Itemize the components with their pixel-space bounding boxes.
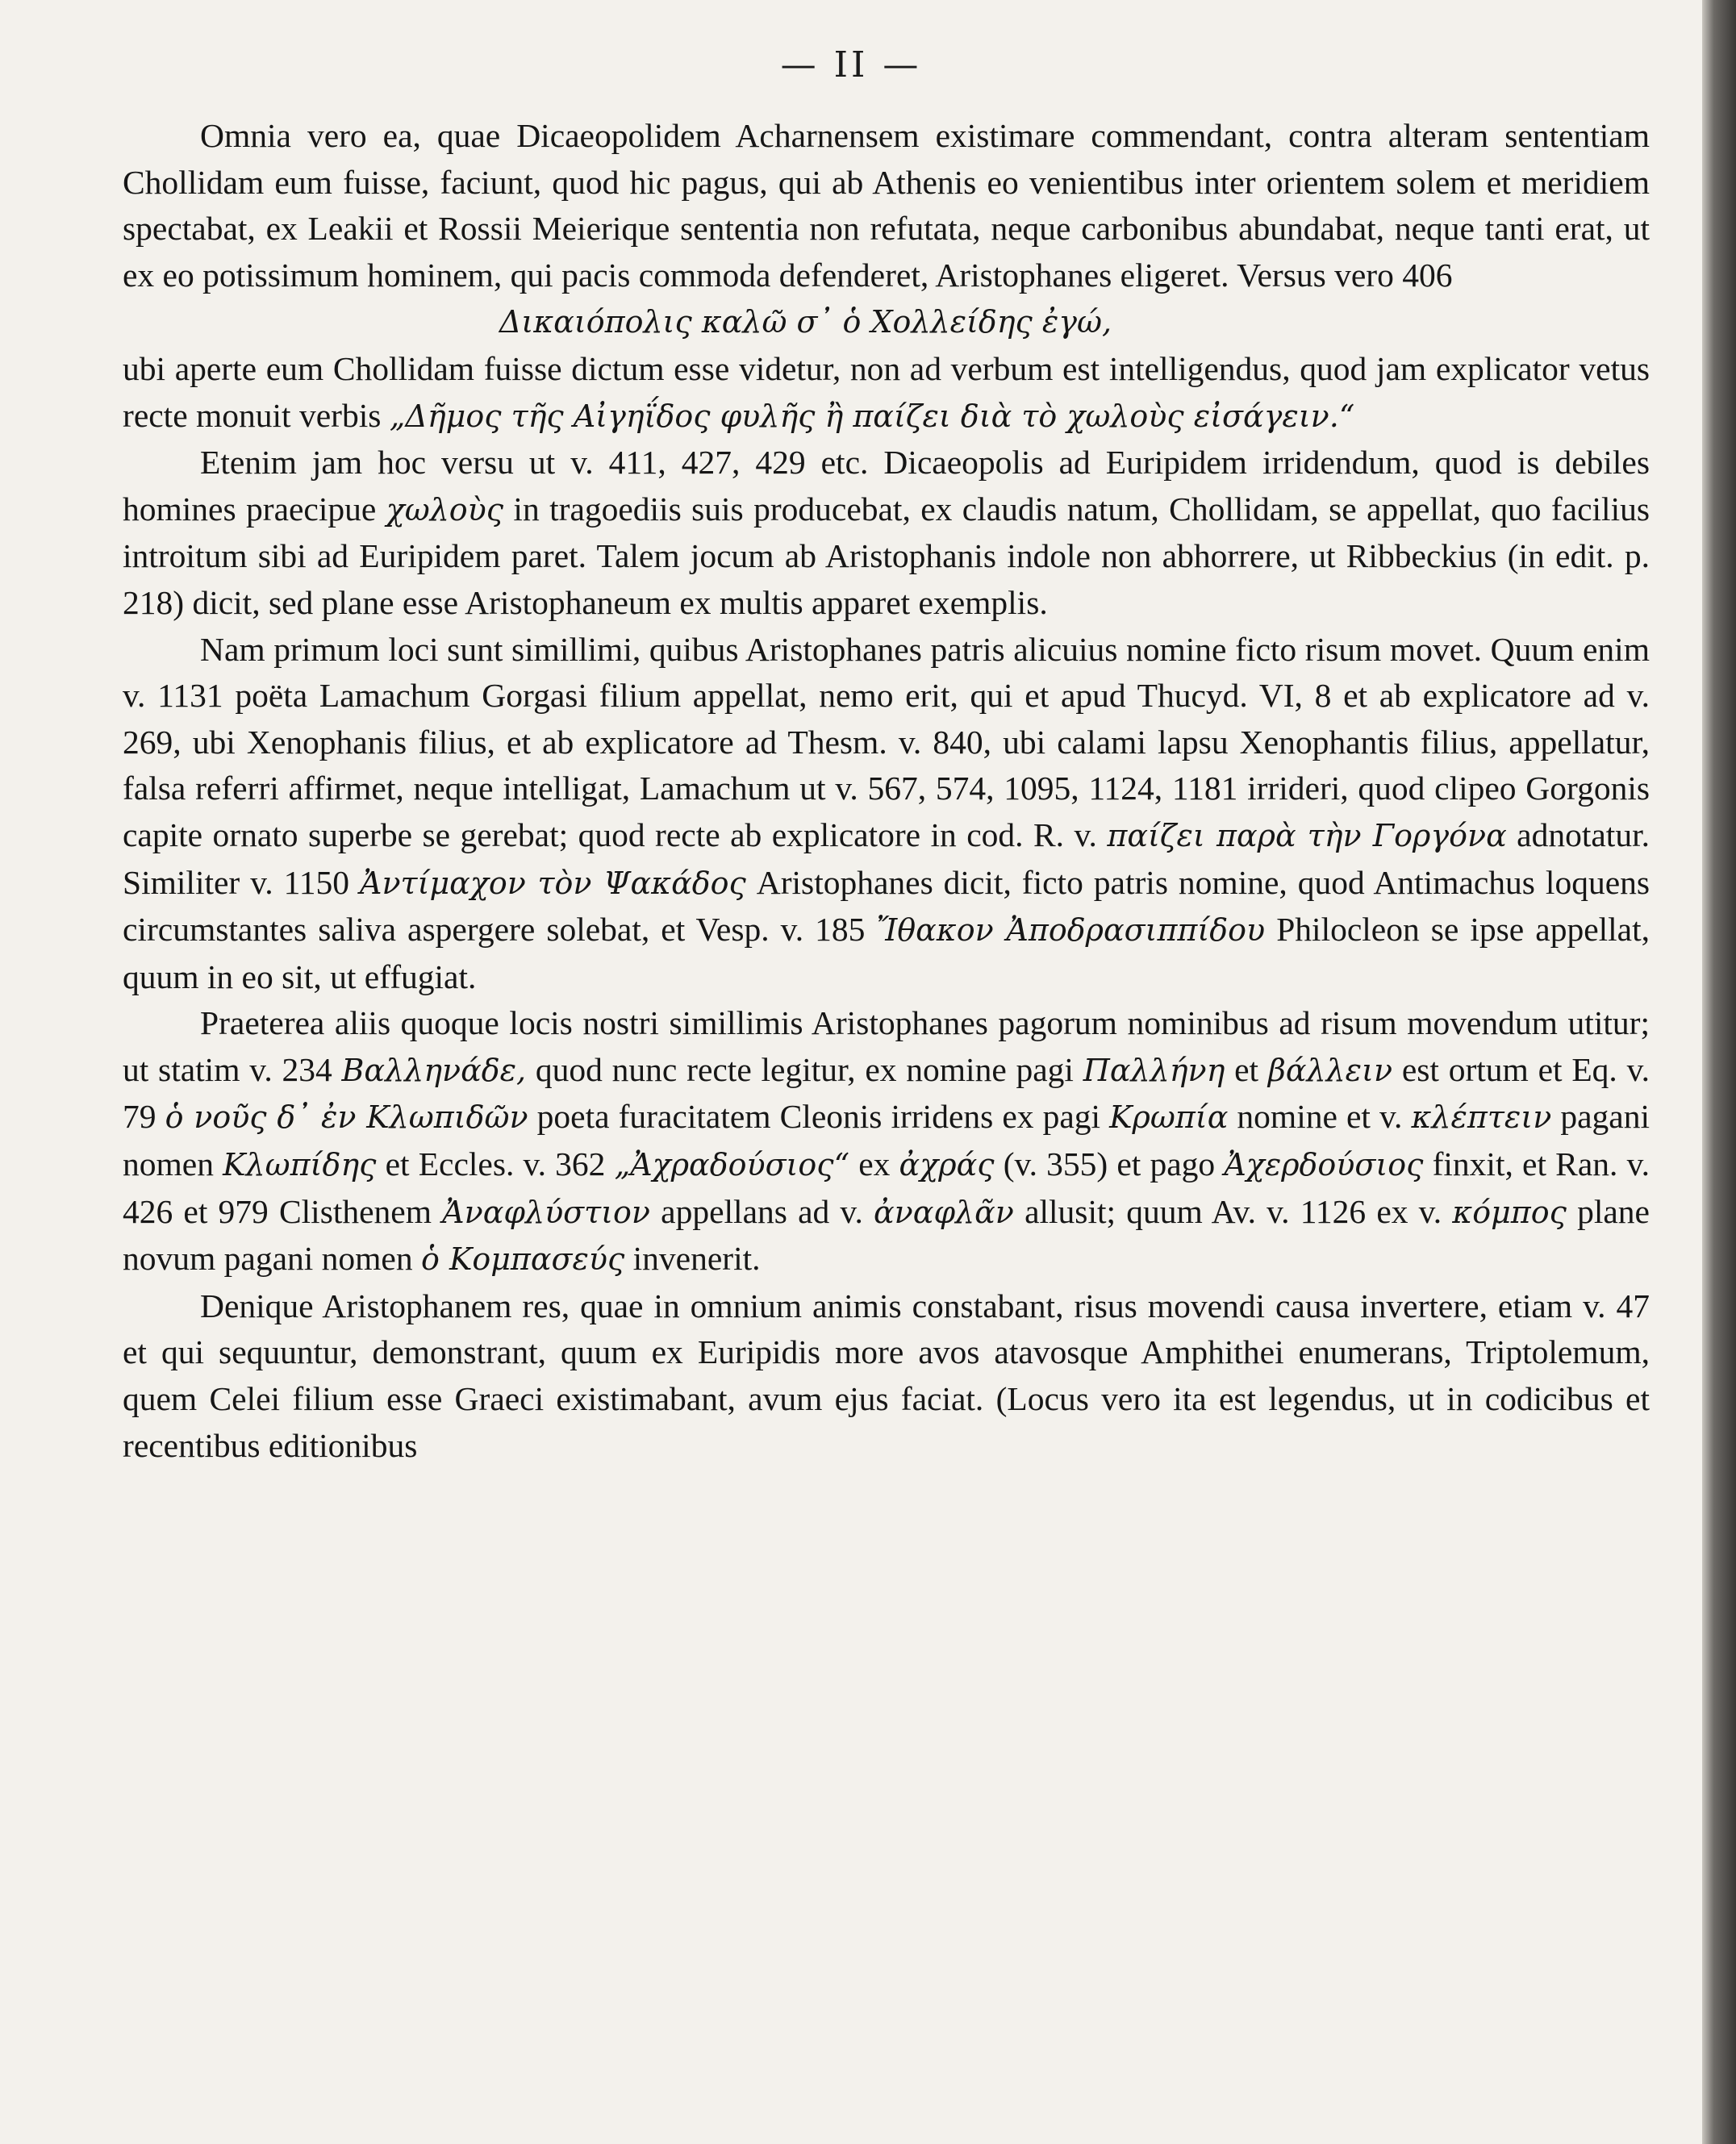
paragraph-4-text-c: Aristophanes dicit, ficto patris nomine, quod Antimachus loquens circumstantes saliva aspergere solebat, et Vesp. v. 185	[123, 863, 1650, 949]
paragraph-5-text: (v. 355) et pago	[994, 1145, 1225, 1183]
paragraph-4-greek-3: Ἴθακον Ἀποδρασιππίδου	[876, 912, 1266, 949]
paragraph-5-text: finxit, et Ran. v. 426 et 979 Clisthenem	[123, 1145, 1650, 1230]
paragraph-2-greek: „Δῆμος τῆς Αἰγηΐδος φυλῆς ἢ παίζει διὰ τὸ χωλοὺς εἰσάγειν.“	[389, 398, 1355, 434]
paragraph-5-greek: Κλωπίδης	[223, 1147, 377, 1183]
paragraph-2	[123, 346, 1650, 440]
paragraph-5-greek: βάλλειν	[1267, 1052, 1393, 1088]
paragraph-5-greek: κλέπτειν	[1411, 1099, 1552, 1136]
paragraph-5-greek: Ἀναφλύστιον	[442, 1194, 651, 1230]
paragraph-5-text: pagani nomen	[123, 1098, 1650, 1183]
paragraph-4	[123, 627, 1650, 1001]
paragraph-5-text: quod nunc recte legitur, ex nomine pagi	[526, 1050, 1083, 1088]
paragraph-4-text-b: adnotatur. Similiter v. 1150	[123, 815, 1650, 901]
paragraph-5-greek: ἀναφλᾶν	[874, 1194, 1014, 1230]
paragraph-5-greek: Παλλήνη	[1083, 1052, 1225, 1088]
paragraph-1: Omnia vero ea, quae Dicaeopolidem Acharnensem existimare commendant, contra alteram sententiam Chollidam eum fuisse, faciunt, quod hic pagus, qui ab Athenis eo venientibus inter orientem solem et meridiem spectabat, ex Leakii et Rossii Meierique sententia non refutata, neque carbonibus abundabat, neque tanti erat, ut ex eo potissimum hominem, qui pacis commoda defenderet, Aristophanes eligeret. Versus vero 406	[123, 117, 1650, 294]
paragraph-5-greek: ἀχράς	[899, 1147, 995, 1183]
page-edge-shadow	[1702, 0, 1736, 2144]
paragraph-3	[123, 440, 1650, 626]
paragraph-5-text: nomine et v.	[1228, 1098, 1412, 1136]
verse-greek: Δικαιόπολις καλῶ σ᾽ ὁ Χολλείδης ἐγώ,	[499, 304, 1112, 340]
paragraph-5-greek: ὁ Κομπασεύς	[420, 1241, 625, 1278]
paragraph-5-text: invenerit.	[624, 1240, 761, 1278]
paragraph-5-text: et	[1225, 1050, 1268, 1088]
verse-quote	[123, 298, 1650, 346]
paragraph-5-greek: „Ἀχραδούσιος“	[614, 1147, 850, 1183]
paragraph-2-text: ubi aperte eum Chollidam fuisse dictum esse videtur, non ad verbum est intelligendus, quod jam explicator vetus recte monuit verbis	[123, 349, 1650, 434]
paragraph-5-text: et Eccles. v. 362	[376, 1145, 615, 1183]
paragraph-5-greek: κόμπος	[1452, 1194, 1567, 1230]
paragraph-4-text-a: Nam primum loci sunt simillimi, quibus Aristophanes patris alicuius nomine ficto risum movet. Quum enim v. 1131 poëta Lamachum Gorgasi filium appellat, nemo erit, qui et apud Thucyd. VI, 8 et ab explicatore ad v. 269, ubi Xenophanis filius, et ab explicatore ad Thesm. v. 840, ubi calami lapsu Xenophantis filius, appellatur, falsa referri affirmet, neque intelligat, Lamachum ut v. 567, 574, 1095, 1124, 1181 irrideri, quod clipeo Gorgonis capite ornato superbe se gerebat; quod recte ab explicatore in cod. R. v.	[123, 630, 1650, 853]
paragraph-4-greek-1: παίζει παρὰ τὴν Γοργόνα	[1107, 817, 1507, 853]
paragraph-5-text: appellans ad v.	[650, 1192, 874, 1230]
paragraph-5	[123, 1000, 1650, 1283]
paragraph-3-text-a: Etenim jam hoc versu ut v. 411, 427, 429 etc. Dicaeopolis ad Euripidem irridendum, quod is debiles homines praecipue	[123, 444, 1650, 528]
paragraph-5-greek: Κρωπία	[1109, 1099, 1229, 1136]
page-number: — II —	[780, 44, 922, 86]
main-text	[123, 113, 1650, 1469]
paragraph-5-text: Praeterea aliis quoque locis nostri simillimis Aristophanes pagorum nominibus ad risum movendum utitur; ut statim v. 234	[123, 1004, 1650, 1088]
paragraph-3-text-b: in tragoediis suis producebat, ex claudis natum, Chollidam, se appellat, quo facilius introitum sibi ad Euripidem paret. Talem jocum ab Aristophanis indole non abhorrere, ut Ribbeckius (in edit. p. 218) dicit, sed plane esse Aristophaneum ex multis apparet exemplis.	[123, 490, 1650, 621]
paragraph-5-text: est ortum et Eq. v. 79	[123, 1050, 1650, 1136]
paragraph-3-greek: χωλοὺς	[386, 491, 504, 528]
paragraph-5-greek: Βαλληνάδε,	[341, 1052, 527, 1088]
paragraph-4-greek-2: Ἀντίμαχον τὸν Ψακάδος	[360, 865, 746, 901]
paragraph-5-text: ex	[849, 1145, 899, 1183]
paragraph-5-text: allusit; quum Av. v. 1126 ex v.	[1013, 1192, 1453, 1230]
paragraph-5-greek: Ἀχερδούσιος	[1224, 1147, 1424, 1183]
paragraph-5-greek: ὁ νοῦς δ᾽ ἐν Κλωπιδῶν	[165, 1099, 528, 1136]
paragraph-6: Denique Aristophanem res, quae in omnium animis constabant, risus movendi causa invertere, etiam v. 47 et qui sequuntur, demonstrant, quum ex Euripidis more avos atavosque Amphithei enumerans, Triptolemum, quem Celei filium esse Graeci existimabant, avum ejus faciat. (Locus vero ita est legendus, ut in codicibus et recentibus editionibus	[123, 1287, 1650, 1464]
paragraph-4-text-d: Philocleon se ipse appellat, quum in eo sit, ut effugiat.	[123, 911, 1650, 995]
paragraph-5-text: plane novum pagani nomen	[123, 1192, 1650, 1278]
paragraph-5-text: poeta furacitatem Cleonis irridens ex pagi	[528, 1098, 1110, 1136]
